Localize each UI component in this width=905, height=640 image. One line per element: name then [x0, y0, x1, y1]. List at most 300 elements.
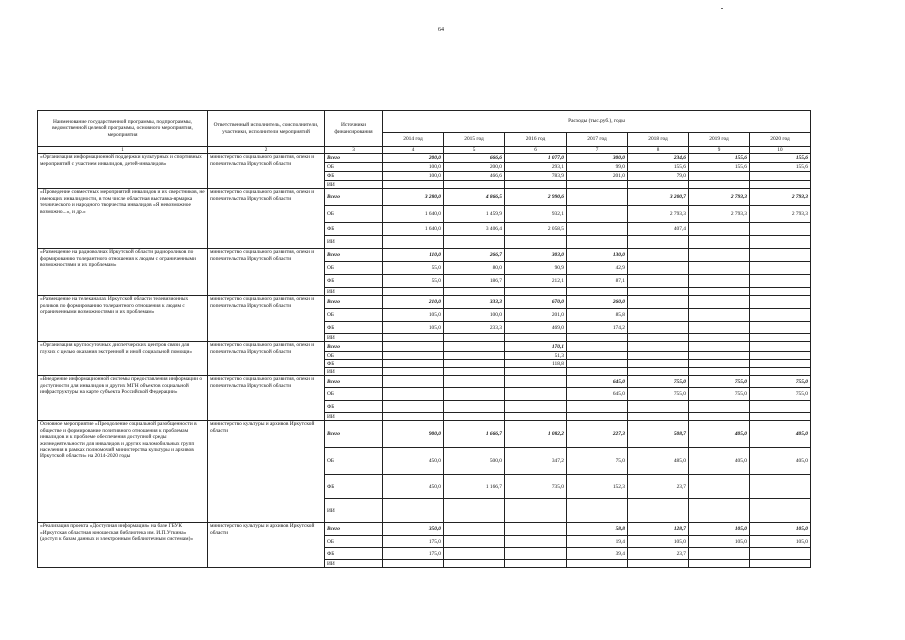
value-cell: 300,0	[567, 154, 628, 163]
value-cell: 303,0	[505, 249, 567, 262]
value-cell: 735,0	[505, 475, 567, 499]
value-cell: 155,6	[689, 163, 750, 172]
source-cell: ИИ	[325, 368, 383, 376]
table-row	[38, 189, 811, 206]
value-cell: 4 866,5	[444, 189, 505, 206]
measure-name-cell: «Внедрение информационной системы предоставления информации о доступности для инвалидов и других МГН объектов социальной инфраструктуры на карте субъекта Российской Федерации»	[38, 376, 208, 421]
value-cell	[444, 342, 505, 352]
source-cell: Всего	[325, 421, 383, 448]
year-header: 2017 год	[567, 133, 628, 147]
value-cell: 201,0	[505, 309, 567, 322]
value-cell	[383, 401, 444, 413]
value-cell	[750, 368, 811, 376]
value-cell: 670,0	[505, 296, 567, 309]
value-cell: 405,0	[689, 448, 750, 475]
source-cell: ФБ	[325, 223, 383, 236]
value-cell: 260,0	[567, 296, 628, 309]
value-cell	[750, 296, 811, 309]
value-cell: 234,6	[628, 154, 689, 163]
value-cell: 466,6	[444, 172, 505, 181]
value-cell	[628, 296, 689, 309]
value-cell	[444, 352, 505, 360]
value-cell	[567, 334, 628, 342]
value-cell	[505, 499, 567, 523]
value-cell: 2 793,3	[689, 189, 750, 206]
value-cell	[444, 368, 505, 376]
year-header: 2016 год	[505, 133, 567, 147]
value-cell: 2 793,3	[628, 206, 689, 223]
value-cell	[383, 413, 444, 421]
source-cell: ИИ	[325, 288, 383, 296]
value-cell	[505, 288, 567, 296]
value-cell: 118,8	[505, 360, 567, 368]
value-cell: 755,0	[750, 376, 811, 388]
value-cell	[689, 275, 750, 288]
value-cell	[750, 560, 811, 568]
value-cell	[689, 368, 750, 376]
value-cell	[628, 262, 689, 275]
value-cell: 755,0	[689, 388, 750, 401]
value-cell	[444, 401, 505, 413]
measure-name-cell: «Реализация проекта «Доступная информация» на базе ГБУК «Иркутская областная юношеская библиотека им. И.П.Уткина» (доступ к базам данных и электронным библиотечным системам)»	[38, 523, 208, 568]
value-cell: 293,1	[505, 163, 567, 172]
source-cell: ИИ	[325, 499, 383, 523]
source-cell: Всего	[325, 376, 383, 388]
value-cell: 645,0	[567, 376, 628, 388]
value-cell: 1 166,7	[444, 475, 505, 499]
value-cell: 19,4	[567, 536, 628, 548]
value-cell	[689, 499, 750, 523]
value-cell	[750, 249, 811, 262]
value-cell	[628, 368, 689, 376]
source-cell: Всего	[325, 189, 383, 206]
executor-cell: министерство социального развития, опеки и попечительства Иркутской области	[208, 376, 325, 421]
value-cell: 645,0	[567, 388, 628, 401]
index-cell: 8	[628, 147, 689, 154]
value-cell	[505, 376, 567, 388]
value-cell: 783,9	[505, 172, 567, 181]
value-cell	[505, 181, 567, 189]
value-cell: 1 082,2	[505, 421, 567, 448]
source-cell: ОБ	[325, 388, 383, 401]
measure-name-cell: «Организация круглосуточных диспетчерских центров связи для глухих с целью оказания экстренной и иной социальной помощи»	[38, 342, 208, 376]
value-cell	[567, 236, 628, 249]
value-cell	[628, 360, 689, 368]
source-cell: ФБ	[325, 172, 383, 181]
value-cell	[383, 368, 444, 376]
value-cell	[628, 352, 689, 360]
source-cell: ОБ	[325, 163, 383, 172]
value-cell: 405,0	[750, 448, 811, 475]
value-cell: 1 459,9	[444, 206, 505, 223]
value-cell	[750, 275, 811, 288]
value-cell: 350,0	[383, 523, 444, 536]
value-cell: 407,4	[628, 223, 689, 236]
value-cell: 105,0	[689, 523, 750, 536]
value-cell	[444, 236, 505, 249]
source-cell: Всего	[325, 154, 383, 163]
value-cell	[628, 322, 689, 334]
value-cell: 405,0	[689, 421, 750, 448]
value-cell	[689, 342, 750, 352]
source-cell: ОБ	[325, 262, 383, 275]
value-cell	[567, 223, 628, 236]
value-cell: 105,0	[750, 536, 811, 548]
value-cell	[567, 360, 628, 368]
value-cell: 233,3	[444, 322, 505, 334]
value-cell: 51,3	[505, 352, 567, 360]
value-cell	[383, 560, 444, 568]
source-cell: Всего	[325, 296, 383, 309]
index-cell: 2	[208, 147, 325, 154]
value-cell: 23,7	[628, 475, 689, 499]
value-cell	[505, 368, 567, 376]
value-cell	[383, 388, 444, 401]
value-cell	[567, 413, 628, 421]
value-cell	[505, 523, 567, 536]
source-cell: ФБ	[325, 275, 383, 288]
value-cell: 2 793,3	[750, 189, 811, 206]
year-header: 2018 год	[628, 133, 689, 147]
value-cell: 227,3	[567, 421, 628, 448]
value-cell: 469,0	[505, 322, 567, 334]
value-cell: 155,6	[628, 163, 689, 172]
header-source-cell: Источники финансирования	[325, 111, 383, 147]
value-cell	[689, 172, 750, 181]
value-cell: 175,0	[383, 536, 444, 548]
value-cell: 266,7	[444, 249, 505, 262]
source-cell: ОБ	[325, 309, 383, 322]
index-row	[38, 147, 811, 154]
source-cell: ИИ	[325, 560, 383, 568]
value-cell	[444, 360, 505, 368]
index-cell: 9	[689, 147, 750, 154]
value-cell	[750, 401, 811, 413]
value-cell: 2 990,6	[505, 189, 567, 206]
value-cell	[689, 296, 750, 309]
value-cell: 450,0	[383, 475, 444, 499]
source-cell: Всего	[325, 523, 383, 536]
value-cell	[628, 236, 689, 249]
source-cell: Всего	[325, 342, 383, 352]
value-cell: 508,7	[628, 421, 689, 448]
value-cell: 1 640,0	[383, 223, 444, 236]
value-cell	[567, 342, 628, 352]
value-cell: 155,6	[750, 163, 811, 172]
year-header: 2020 год	[750, 133, 811, 147]
value-cell	[750, 499, 811, 523]
value-cell: 105,0	[383, 322, 444, 334]
value-cell	[750, 334, 811, 342]
source-cell: ОБ	[325, 206, 383, 223]
value-cell	[628, 309, 689, 322]
value-cell	[505, 401, 567, 413]
value-cell: 100,0	[383, 172, 444, 181]
measure-name-cell: «Размещение на радиоволнах Иркутской области радиороликов по формированию толерантного отношения к людям с ограниченными возможностями и их проблемам»	[38, 249, 208, 296]
value-cell	[383, 236, 444, 249]
value-cell	[567, 401, 628, 413]
value-cell	[689, 309, 750, 322]
value-cell	[505, 413, 567, 421]
value-cell: 58,8	[567, 523, 628, 536]
value-cell	[567, 288, 628, 296]
value-cell	[383, 288, 444, 296]
value-cell: 87,1	[567, 275, 628, 288]
value-cell: 79,0	[628, 172, 689, 181]
value-cell: 450,0	[383, 448, 444, 475]
value-cell	[750, 309, 811, 322]
value-cell: 212,1	[505, 275, 567, 288]
value-cell: 405,0	[750, 421, 811, 448]
value-cell: 174,2	[567, 322, 628, 334]
value-cell: 105,0	[383, 309, 444, 322]
executor-cell: министерство культуры и архивов Иркутской области	[208, 421, 325, 523]
value-cell: 2 793,3	[689, 206, 750, 223]
value-cell: 105,0	[750, 523, 811, 536]
value-cell	[689, 288, 750, 296]
value-cell: 3 200,7	[628, 189, 689, 206]
value-cell: 130,0	[567, 249, 628, 262]
value-cell	[750, 475, 811, 499]
value-cell: 23,7	[628, 548, 689, 560]
value-cell: 155,6	[689, 154, 750, 163]
value-cell	[628, 342, 689, 352]
executor-cell: министерство социального развития, опеки и попечительства Иркутской области	[208, 154, 325, 189]
source-cell: ФБ	[325, 475, 383, 499]
value-cell: 110,0	[383, 249, 444, 262]
value-cell: 347,2	[505, 448, 567, 475]
value-cell: 75,0	[567, 448, 628, 475]
measure-name-cell: «Размещение на телеканалах Иркутской области телевизионных роликов по формированию толерантного отношения к людям с ограниченными возможностями и их проблемам»	[38, 296, 208, 342]
index-cell: 5	[444, 147, 505, 154]
value-cell	[689, 401, 750, 413]
value-cell	[689, 262, 750, 275]
table-row	[38, 421, 811, 448]
value-cell: 90,9	[505, 262, 567, 275]
value-cell	[689, 334, 750, 342]
value-cell: 1 077,0	[505, 154, 567, 163]
value-cell: 3 280,0	[383, 189, 444, 206]
value-cell	[383, 334, 444, 342]
index-cell: 10	[750, 147, 811, 154]
index-cell: 7	[567, 147, 628, 154]
value-cell	[750, 262, 811, 275]
value-cell	[689, 560, 750, 568]
value-cell	[444, 388, 505, 401]
table-row	[38, 249, 811, 262]
value-cell	[750, 322, 811, 334]
scan-mark	[721, 8, 723, 9]
year-header: 2019 год	[689, 133, 750, 147]
value-cell	[444, 560, 505, 568]
value-cell	[567, 560, 628, 568]
measure-name-cell: «Организация информационной поддержки культурных и спортивных мероприятий с участием инвалидов, детей-инвалидов»	[38, 154, 208, 189]
value-cell	[567, 206, 628, 223]
value-cell	[567, 189, 628, 206]
page-number: 64	[438, 27, 444, 33]
value-cell: 2 793,3	[750, 206, 811, 223]
expenses-table	[37, 110, 811, 568]
value-cell	[383, 181, 444, 189]
value-cell	[505, 560, 567, 568]
value-cell: 55,0	[383, 262, 444, 275]
value-cell	[567, 352, 628, 360]
value-cell: 39,4	[567, 548, 628, 560]
value-cell	[689, 249, 750, 262]
value-cell: 932,1	[505, 206, 567, 223]
value-cell	[444, 499, 505, 523]
value-cell: 500,0	[444, 448, 505, 475]
value-cell: 128,7	[628, 523, 689, 536]
value-cell	[383, 360, 444, 368]
value-cell: 152,3	[567, 475, 628, 499]
table-row	[38, 523, 811, 536]
source-cell: ФБ	[325, 360, 383, 368]
value-cell: 100,0	[383, 163, 444, 172]
value-cell: 900,0	[383, 421, 444, 448]
value-cell	[750, 413, 811, 421]
value-cell	[505, 548, 567, 560]
value-cell	[689, 475, 750, 499]
source-cell: ОБ	[325, 352, 383, 360]
executor-cell: министерство социального развития, опеки и попечительства Иркутской области	[208, 296, 325, 342]
value-cell	[750, 342, 811, 352]
value-cell	[444, 523, 505, 536]
index-cell: 6	[505, 147, 567, 154]
value-cell: 99,0	[567, 163, 628, 172]
source-cell: ОБ	[325, 448, 383, 475]
year-header: 2015 год	[444, 133, 505, 147]
value-cell: 55,0	[383, 275, 444, 288]
value-cell: 201,0	[567, 172, 628, 181]
value-cell	[689, 352, 750, 360]
value-cell	[567, 181, 628, 189]
header-name-cell: Наименование государственной программы, подпрограммы, ведомственной целевой программы, основного мероприятия, мероприятия	[38, 111, 208, 147]
value-cell	[689, 413, 750, 421]
source-cell: ИИ	[325, 236, 383, 249]
executor-cell: министерство социального развития, опеки и попечительства Иркутской области	[208, 189, 325, 249]
value-cell	[505, 536, 567, 548]
value-cell: 170,1	[505, 342, 567, 352]
value-cell	[628, 275, 689, 288]
table-row	[38, 376, 811, 388]
value-cell: 85,8	[567, 309, 628, 322]
executor-cell: министерство культуры и архивов Иркутской области	[208, 523, 325, 568]
value-cell	[567, 368, 628, 376]
value-cell: 200,0	[383, 154, 444, 163]
value-cell	[628, 499, 689, 523]
value-cell: 755,0	[628, 388, 689, 401]
value-cell	[689, 360, 750, 368]
value-cell: 175,0	[383, 548, 444, 560]
value-cell: 333,3	[444, 296, 505, 309]
value-cell	[689, 223, 750, 236]
index-cell: 1	[38, 147, 208, 154]
value-cell	[444, 288, 505, 296]
value-cell	[628, 560, 689, 568]
value-cell	[444, 548, 505, 560]
value-cell	[628, 401, 689, 413]
value-cell	[444, 181, 505, 189]
value-cell: 2 058,5	[505, 223, 567, 236]
value-cell	[444, 334, 505, 342]
value-cell: 755,0	[750, 388, 811, 401]
source-cell: ИИ	[325, 181, 383, 189]
value-cell	[383, 352, 444, 360]
value-cell: 1 666,7	[444, 421, 505, 448]
value-cell	[689, 181, 750, 189]
value-cell: 100,0	[444, 309, 505, 322]
value-cell: 80,0	[444, 262, 505, 275]
value-cell	[444, 413, 505, 421]
value-cell	[628, 181, 689, 189]
table-row	[38, 296, 811, 309]
source-cell: Всего	[325, 249, 383, 262]
value-cell	[689, 548, 750, 560]
header-expenses-cell: Расходы (тыс.руб.), годы	[383, 111, 811, 133]
index-cell: 4	[383, 147, 444, 154]
source-cell: ФБ	[325, 322, 383, 334]
value-cell	[689, 236, 750, 249]
value-cell: 3 406,4	[444, 223, 505, 236]
executor-cell: министерство социального развития, опеки и попечительства Иркутской области	[208, 249, 325, 296]
value-cell: 1 640,0	[383, 206, 444, 223]
value-cell	[383, 499, 444, 523]
value-cell	[505, 388, 567, 401]
value-cell	[444, 376, 505, 388]
source-cell: ФБ	[325, 548, 383, 560]
value-cell	[750, 548, 811, 560]
value-cell	[750, 288, 811, 296]
value-cell: 755,0	[628, 376, 689, 388]
value-cell: 186,7	[444, 275, 505, 288]
value-cell	[444, 536, 505, 548]
value-cell	[567, 499, 628, 523]
value-cell	[505, 334, 567, 342]
value-cell	[383, 376, 444, 388]
header-row	[38, 111, 811, 133]
value-cell	[750, 236, 811, 249]
value-cell: 105,0	[628, 536, 689, 548]
table-body	[38, 111, 811, 568]
value-cell	[750, 181, 811, 189]
value-cell	[628, 249, 689, 262]
source-cell: ИИ	[325, 334, 383, 342]
value-cell: 485,0	[628, 448, 689, 475]
table-row	[38, 154, 811, 163]
value-cell: 210,0	[383, 296, 444, 309]
measure-name-cell: «Проведение совместных мероприятий инвалидов и их сверстников, не имеющих инвалидности, в том числе областная выставка-ярмарка технического и народного творчества инвалидов «Я невозможное возможно...», и др.»	[38, 189, 208, 249]
value-cell	[628, 334, 689, 342]
value-cell: 42,9	[567, 262, 628, 275]
value-cell	[750, 360, 811, 368]
value-cell	[628, 288, 689, 296]
value-cell	[628, 413, 689, 421]
value-cell	[689, 322, 750, 334]
value-cell	[750, 352, 811, 360]
value-cell: 666,6	[444, 154, 505, 163]
table-row	[38, 342, 811, 352]
value-cell	[750, 172, 811, 181]
value-cell	[750, 223, 811, 236]
value-cell	[505, 236, 567, 249]
value-cell: 105,0	[689, 536, 750, 548]
measure-name-cell: Основное мероприятие «Преодоление социальной разобщенности в обществе и формирование позитивного отношения к проблемам инвалидов и к проблеме обеспечения доступной среды жизнедеятельности для инвалидов и других маломобильных групп населения в рамках полномочий министерства культуры и архивов Иркутской области» на 2014-2020 годы	[38, 421, 208, 523]
header-executor-cell: Ответственный исполнитель, соисполнители, участники, исполнители мероприятий	[208, 111, 325, 147]
value-cell: 155,6	[750, 154, 811, 163]
source-cell: ОБ	[325, 536, 383, 548]
value-cell: 755,0	[689, 376, 750, 388]
